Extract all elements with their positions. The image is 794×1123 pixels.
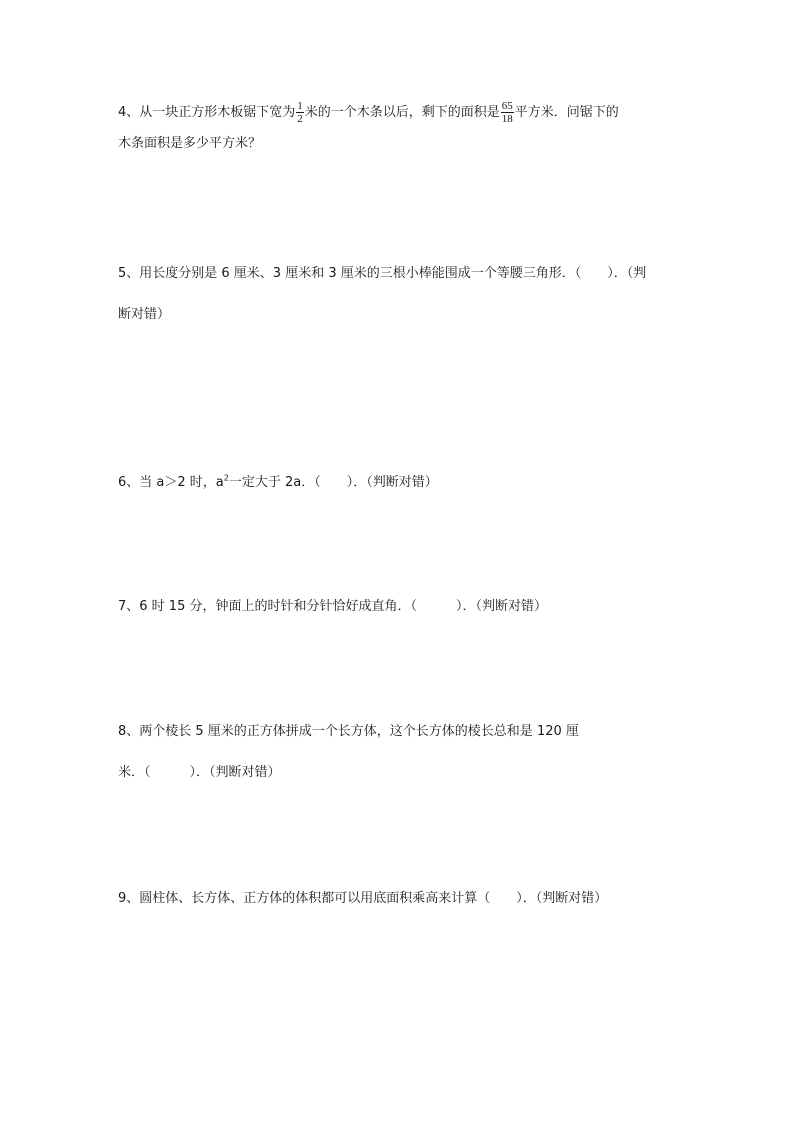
question-4-text-a: 4、从一块正方形木板锯下宽为 bbox=[118, 105, 296, 120]
question-8-line-1: 8、两个棱长 5 厘米的正方体拼成一个长方体，这个长方体的棱长总和是 120 厘 bbox=[118, 724, 579, 739]
question-5-line-1: 5、用长度分别是 6 厘米、3 厘米和 3 厘米的三根小棒能围成一个等腰三角形．（ ）．（判 bbox=[118, 266, 647, 281]
question-6-line-1 bbox=[118, 474, 438, 492]
question-9-line-1: 9、圆柱体、长方体、正方体的体积都可以用底面积乘高来计算（ ）．（判断对错） bbox=[118, 891, 608, 906]
fraction-denominator: 18 bbox=[501, 113, 513, 125]
question-7-line-1: 7、6 时 15 分，钟面上的时针和分针恰好成直角．（ ）．（判断对错） bbox=[118, 599, 547, 614]
fraction-numerator: 1 bbox=[297, 100, 303, 112]
question-4-text-b: 米的一个木条以后，剩下的面积是 bbox=[304, 105, 500, 120]
fraction-65-18 bbox=[501, 100, 514, 125]
question-5-line-2: 断对错） bbox=[118, 307, 171, 322]
question-4-line-2: 木条面积是多少平方米？ bbox=[118, 136, 262, 151]
question-4-text-c: 平方米．问锯下的 bbox=[514, 105, 619, 120]
fraction-denominator: 2 bbox=[297, 113, 303, 125]
superscript-2: 2 bbox=[223, 473, 229, 483]
question-8-line-2: 米．（ ）．（判断对错） bbox=[118, 765, 281, 780]
question-6-text-b: 一定大于 2a．（ ）．（判断对错） bbox=[228, 475, 438, 490]
question-6-text-a: 6、当 a＞2 时，a bbox=[118, 475, 224, 490]
fraction-numerator: 65 bbox=[501, 100, 513, 112]
fraction-one-half bbox=[296, 100, 304, 125]
question-4-line-1 bbox=[118, 100, 619, 125]
